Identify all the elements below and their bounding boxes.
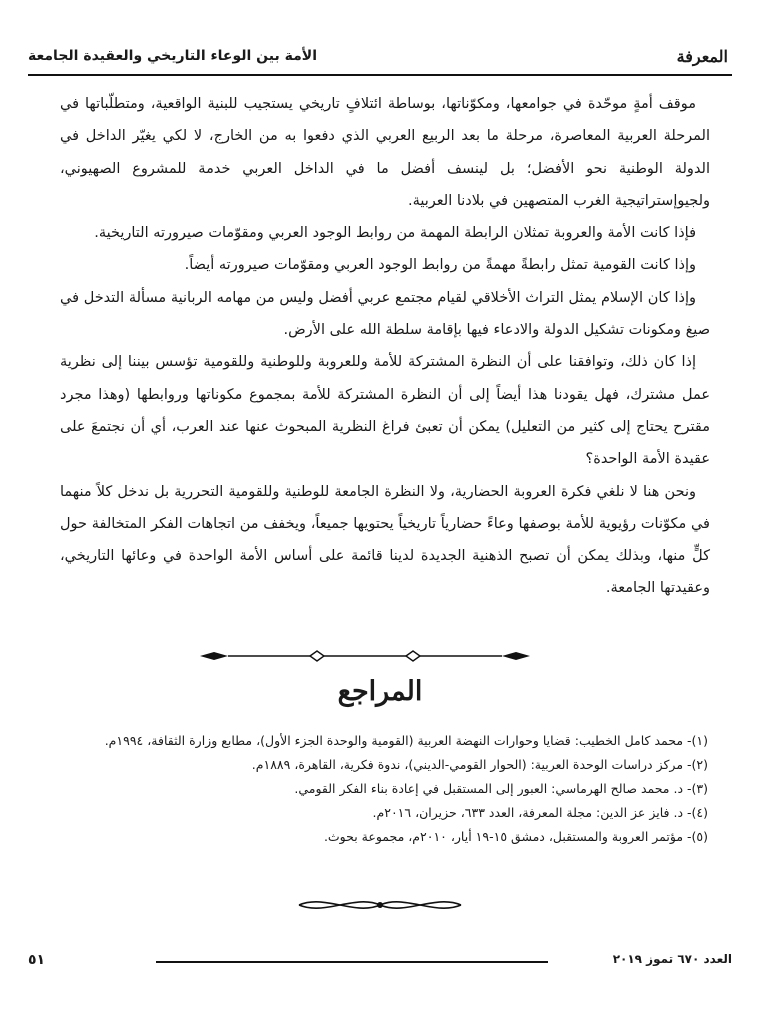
footer-divider <box>156 961 548 963</box>
article-title: الأمة بين الوعاء التاريخي والعقيدة الجامعة <box>28 48 317 64</box>
magazine-logo: المعرفة <box>676 46 728 66</box>
reference-item: (٢)- مركز دراسات الوحدة العربية: (الحوار القومي-الديني)، ندوة فكرية، القاهرة، ١٨٨٩م. <box>251 757 708 772</box>
reference-item: (٣)- د. محمد صالح الهرماسي: العبور إلى المستقبل في إعادة بناء الفكر القومي. <box>294 781 708 796</box>
references-list <box>48 730 708 850</box>
references-heading: المراجع <box>337 676 423 707</box>
paragraph: وإذا كانت القومية تمثل رابطةً مهمةً من روابط الوجود العربي ومقوّمات صيرورته أيضاً. <box>184 257 696 274</box>
reference-item: (٤)- د. فايز عز الدين: مجلة المعرفة، العدد ٦٣٣، حزيران، ٢٠١٦م. <box>372 805 708 820</box>
reference-item: (٥)- مؤتمر العروبة والمستقبل، دمشق ١٥-١٩ أيار، ٢٠١٠م، مجموعة بحوث. <box>323 829 708 844</box>
header-divider <box>28 74 732 76</box>
issue-info: العدد ٦٧٠ تموز ٢٠١٩ <box>612 952 732 966</box>
end-ornament <box>295 892 465 918</box>
running-header <box>28 42 728 70</box>
paragraph: ونحن هنا لا نلغي فكرة العروبة الحضارية، ولا النظرة الجامعة للوطنية وللقومية التحررية بل ندخل كلاً منهما في مكوّنات رؤيوية للأمة بوصفها وعاءً حضارياً تاريخياً يحتويها جميعاً، ويخفف من اتجاهات الفكر المتخالفة حول كلٍّ منها، وبذلك يمكن أن تصبح الذهنية الجديدة لدينا قائمة على أساس الأمة الواحدة في وعائها التاريخي، وعقيدتها الجامعة. <box>60 483 710 597</box>
reference-item: (١)- محمد كامل الخطيب: قضايا وحوارات النهضة العربية (القومية والوحدة الجزء الأول)، مطابع وزارة الثقافة، ١٩٩٤م. <box>104 733 708 748</box>
paragraph: فإذا كانت الأمة والعروبة تمثلان الرابطة المهمة من روابط الوجود العربي ومقوّمات صيرورته التاريخية. <box>94 225 696 242</box>
page-number: ٥١ <box>28 952 46 968</box>
page-footer <box>28 952 732 972</box>
paragraph: إذا كان ذلك، وتوافقنا على أن النظرة المشتركة للأمة وللعروبة وللوطنية وللقومية تؤسس بيننا إلى نظرية عمل مشترك، فهل يقودنا هذا أيضاً إلى أن النظرة المشتركة للأمة بمجموع مكوناتها وروابطها (وهذا مجرد مقترح يحتاج إلى كثير من التعليل) يمكن أن تعبئ فراغ النظرية المبحوث عنها عند العرب، أي أن نجتمعَ على عقيدة الأمة الواحدة؟ <box>60 354 710 468</box>
paragraph: وإذا كان الإسلام يمثل التراث الأخلاقي لقيام مجتمع عربي أفضل وليس من مهامه الربانية مسألة التدخل في صيغ ومكونات تشكيل الدولة والادعاء فيها بإقامة سلطة الله على الأرض. <box>60 289 710 339</box>
article-body <box>60 88 710 605</box>
ornamental-divider <box>200 648 530 664</box>
paragraph: موقف أمةٍ موحّدة في جوامعها، ومكوّناتها، بوساطة ائتلافٍ تاريخي يستجيب للبنية الواقعية، ومتطلّباتها في المرحلة العربية المعاصرة، مرحلة ما بعد الربيع العربي الذي دفعوا به من الخارج، لا لكي يغيّر الداخل في الدولة الوطنية نحو الأفضل؛ بل لينسف أفضل ما في الداخل العربي خدمة للمشروع الصهيوني، ولجيوإستراتيجية الغرب المتصهين في بلادنا العربية. <box>60 96 710 209</box>
